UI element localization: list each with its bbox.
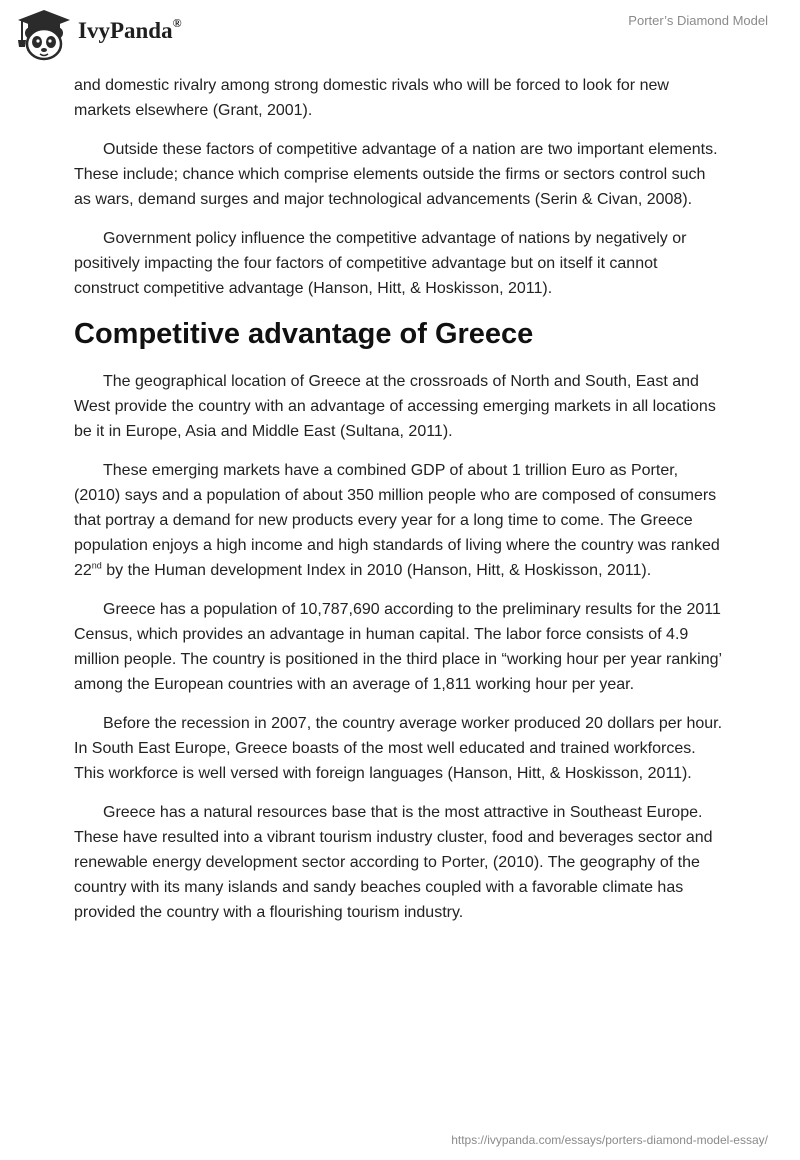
paragraph: Greece has a natural resources base that is the most attractive in Southeast Europe. These have resulted into a vibrant tourism industry cluster, food and beverages sector and renewable energy development sector according to Porter, (2010). The geography of the country with its many islands and sandy beaches coupled with a favorable climate has provided the country with a flourishing tourism industry. (74, 804, 713, 921)
ordinal-superscript: nd (91, 560, 102, 571)
paragraph: Greece has a population of 10,787,690 according to the preliminary results for the 2011 Census, which provides an advantage in human capital. The labor force consists of 4.9 million people. The country is positioned in the third place in “working hour per year ranking’ among the European countries with an average of 1,811 working hour per year. (74, 601, 722, 693)
section-heading: Competitive advantage of Greece (74, 318, 534, 350)
ivypanda-logo[interactable] (12, 6, 76, 62)
document-title: Porter’s Diamond Model (628, 13, 768, 28)
paragraph: These emerging markets have a combined GDP of about 1 trillion Euro as Porter, (2010) says and a population of about 350 million people who are composed of consumers that portray a demand for new products every year for a long time to come. The Greece population enjoys a high income and high standards of living where the country was ranked 22nd by the Human development Index in 2010 (Hanson, Hitt, & Hoskisson, 2011). (74, 462, 720, 579)
paragraph: The geographical location of Greece at the crossroads of North and South, East and West provide the country with an advantage of accessing emerging markets in all locations be it in Europe, Asia and Middle East (Sultana, 2011). (74, 373, 716, 440)
brand-name[interactable]: IvyPanda® (78, 16, 182, 43)
essay-body (74, 73, 726, 939)
paragraph: Government policy influence the competitive advantage of nations by negatively or positively impacting the four factors of competitive advantage but on itself it cannot construct competitive advantage (Hanson, Hitt, & Hoskisson, 2011). (74, 230, 687, 297)
paragraph: Outside these factors of competitive advantage of a nation are two important elements. These include; chance which comprise elements outside the firms or sectors control such as wars, demand surges and major technological advancements (Serin & Civan, 2008). (74, 141, 718, 208)
registered-mark: ® (172, 16, 182, 31)
source-url[interactable]: https://ivypanda.com/essays/porters-diamond-model-essay/ (451, 1133, 768, 1147)
paragraph: and domestic rivalry among strong domestic rivals who will be forced to look for new markets elsewhere (Grant, 2001). (74, 77, 669, 119)
paragraph: Before the recession in 2007, the country average worker produced 20 dollars per hour. In South East Europe, Greece boasts of the most well educated and trained workforces. This workforce is well versed with foreign languages (Hanson, Hitt, & Hoskisson, 2011). (74, 715, 723, 782)
page-header (0, 0, 800, 70)
